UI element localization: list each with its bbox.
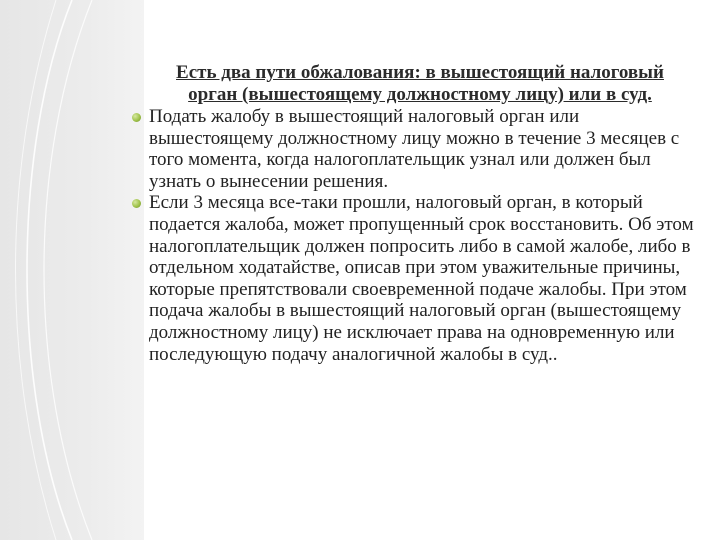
slide-content: [128, 62, 700, 365]
bullet-item: [128, 192, 700, 365]
decorative-arcs: [0, 0, 144, 540]
round-bullet-icon: [132, 199, 141, 208]
bullet-item: [128, 106, 700, 192]
bullet-list: [128, 106, 700, 365]
bullet-text: Если 3 месяца все-таки прошли, налоговый орган, в который подается жалоба, может пропущенный срок восстановить. Об этом налогоплательщик должен попросить либо в самой жалобе, либо в отдельном ходатайстве, описав при этом уважительные причины, которые препятствовали своевременной подаче жалобы. При этом подача жалобы в вышестоящий налоговый орган (вышестоящему должностному лицу) не исключает права на одновременную или последующую подачу аналогичной жалобы в суд..: [149, 192, 694, 365]
round-bullet-icon: [132, 113, 141, 122]
bullet-text: Подать жалобу в вышестоящий налоговый орган или вышестоящему должностному лицу можно в течение 3 месяцев с того момента, когда налогоплательщик узнал или должен был узнать о вынесении решения.: [149, 106, 680, 192]
slide-heading: Есть два пути обжалования: в вышестоящий налоговый орган (вышестоящему должностному лицу) или в суд.: [176, 62, 664, 105]
decorative-side-band: [0, 0, 144, 540]
